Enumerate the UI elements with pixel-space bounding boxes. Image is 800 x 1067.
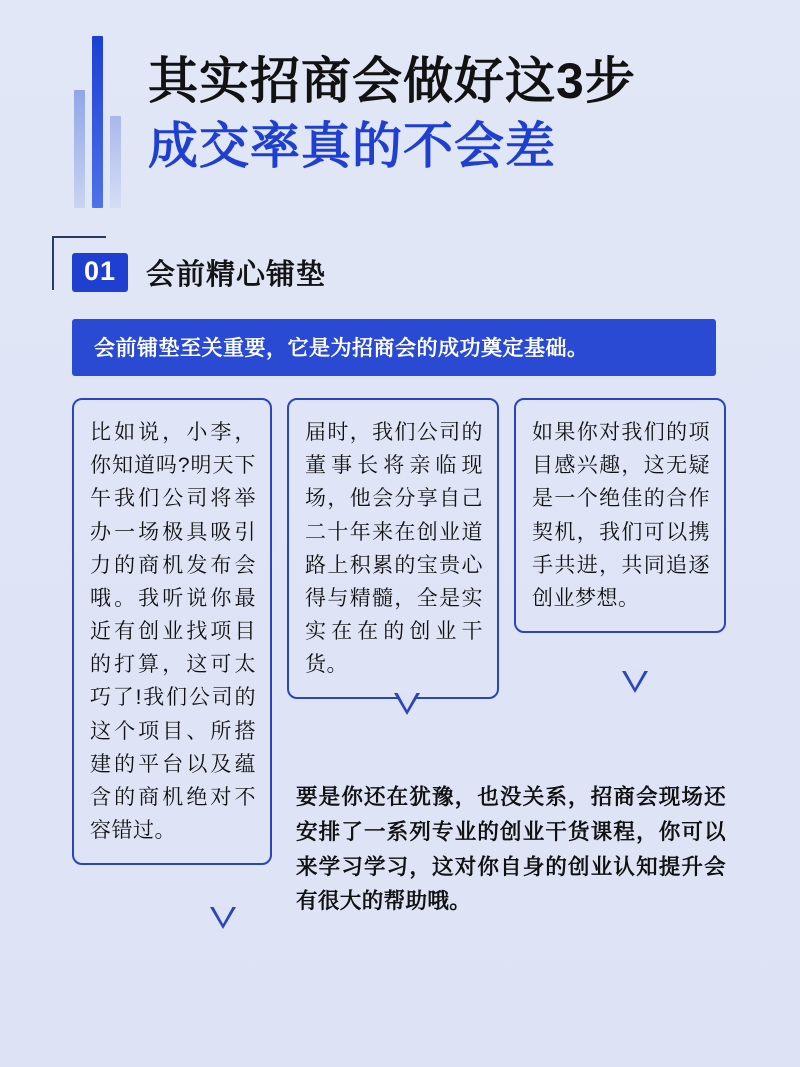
bottom-paragraph: 要是你还在犹豫，也没关系，招商会现场还安排了一系列专业的创业干货课程，你可以来学习学习，这对你自身的创业认知提升会有很大的帮助哦。: [296, 785, 726, 914]
step-number-badge: 01: [72, 253, 128, 292]
section-banner: 会前铺垫至关重要，它是为招商会的成功奠定基础。: [72, 319, 716, 376]
header: [0, 0, 800, 176]
title-line-1: 其实招商会做好这3步: [148, 53, 636, 109]
section-heading: [72, 252, 800, 293]
bubble-tail-1: [210, 907, 236, 929]
corner-bracket-decoration: [52, 236, 106, 290]
speech-bubble: 比如说，小李，你知道吗?明天下午我们公司将举办一场极具吸引力的商机发布会哦。我听说你最近有创业找项目的打算，这可太巧了!我们公司的这个项目、所搭建的平台以及蕴含的商机绝对不容错过。: [72, 398, 272, 865]
speech-bubble: 届时，我们公司的董事长将亲临现场，他会分享自己二十年来在创业道路上积累的宝贵心得与精髓，全是实实在在的创业干货。: [287, 398, 499, 699]
speech-bubble: 如果你对我们的项目感兴趣，这无疑是一个绝佳的合作契机，我们可以携手共进，共同追逐创业梦想。: [514, 398, 726, 633]
bar-dark: [92, 36, 103, 208]
decorative-bars-icon: [74, 28, 121, 208]
page-title: [148, 52, 760, 176]
bubble-tail-3: [622, 671, 648, 693]
title-line-2: 成交率真的不会差: [148, 118, 556, 174]
section-title: 会前精心铺垫: [146, 259, 327, 291]
bar-pale: [110, 116, 121, 208]
bubble-tail-2: [394, 693, 420, 715]
bar-light: [74, 90, 85, 208]
